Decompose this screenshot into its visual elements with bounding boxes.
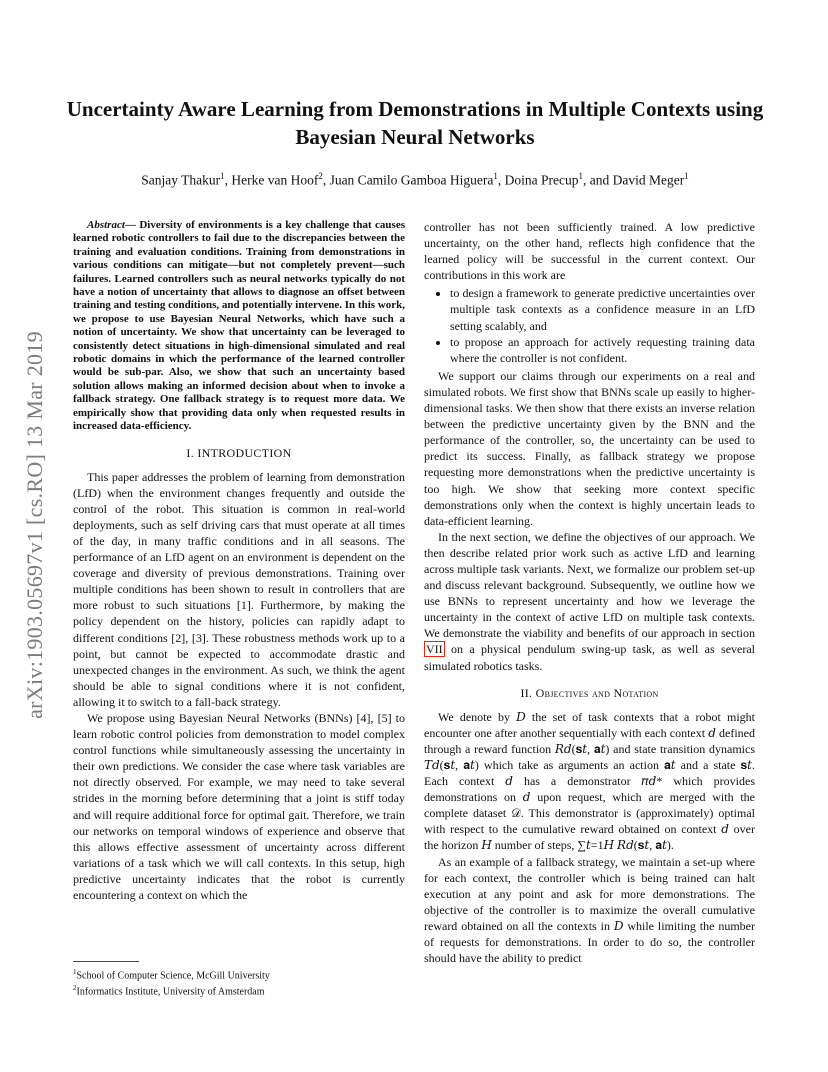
paragraph: We propose using Bayesian Neural Networks (BNNs) [4], [5] to learn robotic control policies from demonstration to model complex control functions while simultaneously assessing the uncertainty in their own predictions. We consider the case where task variables are not directly observed. For example, we may need to take several strides in the morning before determining that a joint is stiff today and will require additional force for optimal gait. Therefore, we train our networks on temporal windows of experience and observe that this allows effective assessment of uncertainty across different variations of a task which we will call contexts. In this setup, high predictive uncertainty indicates that the robot is currently encountering a context on which the bbox=[73, 711, 405, 903]
footnote-mark: 1 bbox=[73, 968, 77, 976]
paragraph-text: In the next section, we define the objectives of our approach. We then describe related prior work such as active LfD and learning across multiple task variants. Next, we formalize our problem set-up and discuss relevant background. Subsequently, we outline how we use BNNs to represent uncertainty and how we leverage the uncertainty in the context of active LfD on multiple task contexts. We demonstrate the viability and benefits of our approach in section bbox=[424, 529, 755, 641]
paragraph-text: on a physical pendulum swing-up task, as well as several simulated robotics tasks. bbox=[424, 642, 755, 673]
paragraph: We support our claims through our experiments on a real and simulated robots. We first show that BNNs scale up easily to higher-dimensional tasks. We then show that there exists an inverse relation between the predictive uncertainty given by the BNN and the performance of the controller, so, the uncertainty can be used to predict its success. Finally, as fallback strategy we propose requesting more demonstrations when the predictive uncertainty is too high. We show that seeking more context specific demonstrations only when the context is highly uncertain leads to data-efficient learning. bbox=[424, 368, 755, 528]
arxiv-identifier bbox=[20, 290, 50, 760]
left-column bbox=[73, 219, 405, 903]
affiliation-mark: 1 bbox=[578, 171, 584, 181]
author-list: Sanjay Thakur$^1$, Herke van Hoof$^2$, Juan Camilo Gamboa Higuera$^1$, Doina Precup$^1$, and David Meger$^1$ bbox=[141, 171, 689, 188]
author-name: Herke van Hoof bbox=[231, 172, 319, 188]
author-name: Doina Precup bbox=[504, 172, 579, 188]
affiliation-mark: 2 bbox=[318, 171, 323, 181]
arxiv-identifier-text: arXiv:1903.05697v1 [cs.RO] 13 Mar 2019 bbox=[22, 331, 48, 719]
paper-title: Uncertainty Aware Learning from Demonstrations in Multiple Contexts using Bayesian Neural Networks bbox=[66, 97, 764, 149]
abstract-label: Abstract bbox=[87, 219, 125, 231]
section-number: II. bbox=[520, 685, 536, 700]
footnote-mark: 2 bbox=[73, 984, 77, 993]
section-reference-link[interactable]: VII bbox=[426, 642, 443, 657]
paragraph: controller has not been sufficiently trained. A low predictive uncertainty, on the other hand, reflects high confidence that the learned policy will be successful in the current context. Our contributions in this work are bbox=[424, 220, 755, 283]
affiliation-mark: 1 bbox=[493, 171, 498, 181]
section-title: Objectives and Notation bbox=[535, 685, 659, 700]
affiliation-mark: 1 bbox=[220, 171, 225, 181]
abstract: Abstract— Diversity of environments is a key challenge that causes learned robotic controllers to fail due to the discrepancies between the training and evaluation conditions. Training from demonstrations in various conditions can mitigate—but not completely prevent—such failures. Learned controllers such as neural networks typically do not have a notion of uncertainty that allows to diagnose an offset between training and testing conditions, and potentially intervene. In this work, we propose to use Bayesian Neural Networks, which have such a notion of uncertainty. We show that uncertainty can be leveraged to consistently detect situations in high-dimensional simulated and real robotic domains in which the performance of the learned controller would be sub-par. Also, we show that such an uncertainty based solution allows making an informed decision about when to invoke a fallback strategy. One fallback strategy is to request more data. We empirically show that providing data only when requested results in increased data-efficiency. bbox=[73, 219, 405, 433]
list-item: • to design a framework to generate predictive uncertainties over multiple task contexts as a confidence measure in an LfD setting scalably, and bbox=[450, 285, 755, 333]
contributions-list bbox=[424, 285, 755, 365]
footnote-text: Informatics Institute, University of Amsterdam bbox=[76, 986, 265, 998]
paragraph bbox=[424, 529, 755, 674]
affiliation-mark: 1 bbox=[684, 171, 689, 181]
footnotes bbox=[73, 966, 405, 999]
list-item: • to propose an approach for actively requesting training data where the controller is not confident. bbox=[450, 334, 755, 366]
footnote bbox=[73, 982, 405, 998]
footnote-divider bbox=[73, 961, 139, 962]
author-name: David Meger bbox=[612, 172, 685, 188]
author-name: Juan Camilo Gamboa Higuera bbox=[329, 172, 494, 188]
abstract-text: Diversity of environments is a key challenge that causes learned robotic controllers to fail due to the discrepancies between the training and evaluation conditions. Training from demonstrations in various conditions can mitigate—but not completely prevent—such failures. Learned controllers such as neural networks typically do not have a notion of uncertainty that allows to diagnose an offset between training and testing conditions, and potentially intervene. In this work, we propose to use Bayesian Neural Networks, which have such a notion of uncertainty. We show that uncertainty can be leveraged to consistently detect situations in high-dimensional simulated and real robotic domains in which the performance of the learned controller would be sub-par. Also, we show that such an uncertainty based solution allows making an informed decision about when to invoke a fallback strategy. One fallback strategy is to request more data. We empirically show that providing data only when requested results in increased data-efficiency. bbox=[73, 219, 405, 433]
footnote-text: School of Computer Science, McGill University bbox=[76, 970, 270, 982]
paragraph: As an example of a fallback strategy, we maintain a set-up where for each context, the controller which is being trained can halt execution at any point and ask for more demonstrations. The objective of the controller is to maximize the overall cumulative reward obtained on all the contexts in 𝐷 while limiting the number of requests for demonstrations. In order to do so, the controller should have the ability to predict bbox=[424, 854, 755, 966]
author-name: Sanjay Thakur bbox=[141, 172, 221, 188]
paragraph: This paper addresses the problem of learning from demonstration (LfD) when the environment changes frequently and outside the control of the robot. This situation is common in real-world deployments, such as self driving cars that must operate at all times of the day, in many traffic conditions and in all seasons. The performance of an LfD agent on an environment is dependent on the coverage and diversity of previous demonstrations. Training over multiple conditions has been shown to result in controllers that are more robust to such situations [1]. Furthermore, by making the policy dependent on the history, policies can rapidly adapt to different conditions [2], [3]. These robustness methods work up to a point, but cannot be expected to accommodate drastic and unexpected changes in the environment. As such, we think the agent should be able to signal conditions where it is not confident, allowing it to switch to a fall-back strategy. bbox=[73, 469, 405, 709]
paragraph: We denote by 𝐷 the set of task contexts that a robot might encounter one after another sequentially with each context 𝑑 defined through a reward function 𝑅𝑑(𝐬𝑡, 𝐚𝑡) and state transition dynamics 𝑇𝑑(𝐬𝑡, 𝐚𝑡) which take as arguments an action 𝐚𝑡 and a state 𝐬𝑡. Each context 𝑑 has a demonstrator 𝜋𝑑* which provides demonstrations on 𝑑 upon request, which are merged with the complete dataset 𝒟. This demonstrator is (approximately) optimal with respect to the cumulative reward obtained on context 𝑑 over the horizon 𝐻 number of steps, ∑𝑡=1𝐻 𝑅𝑑(𝐬𝑡, 𝐚𝑡). bbox=[424, 709, 755, 853]
footnote bbox=[73, 966, 405, 982]
section-heading-introduction: I. INTRODUCTION bbox=[186, 445, 292, 460]
right-column bbox=[424, 219, 755, 966]
section-heading-objectives bbox=[424, 685, 755, 701]
